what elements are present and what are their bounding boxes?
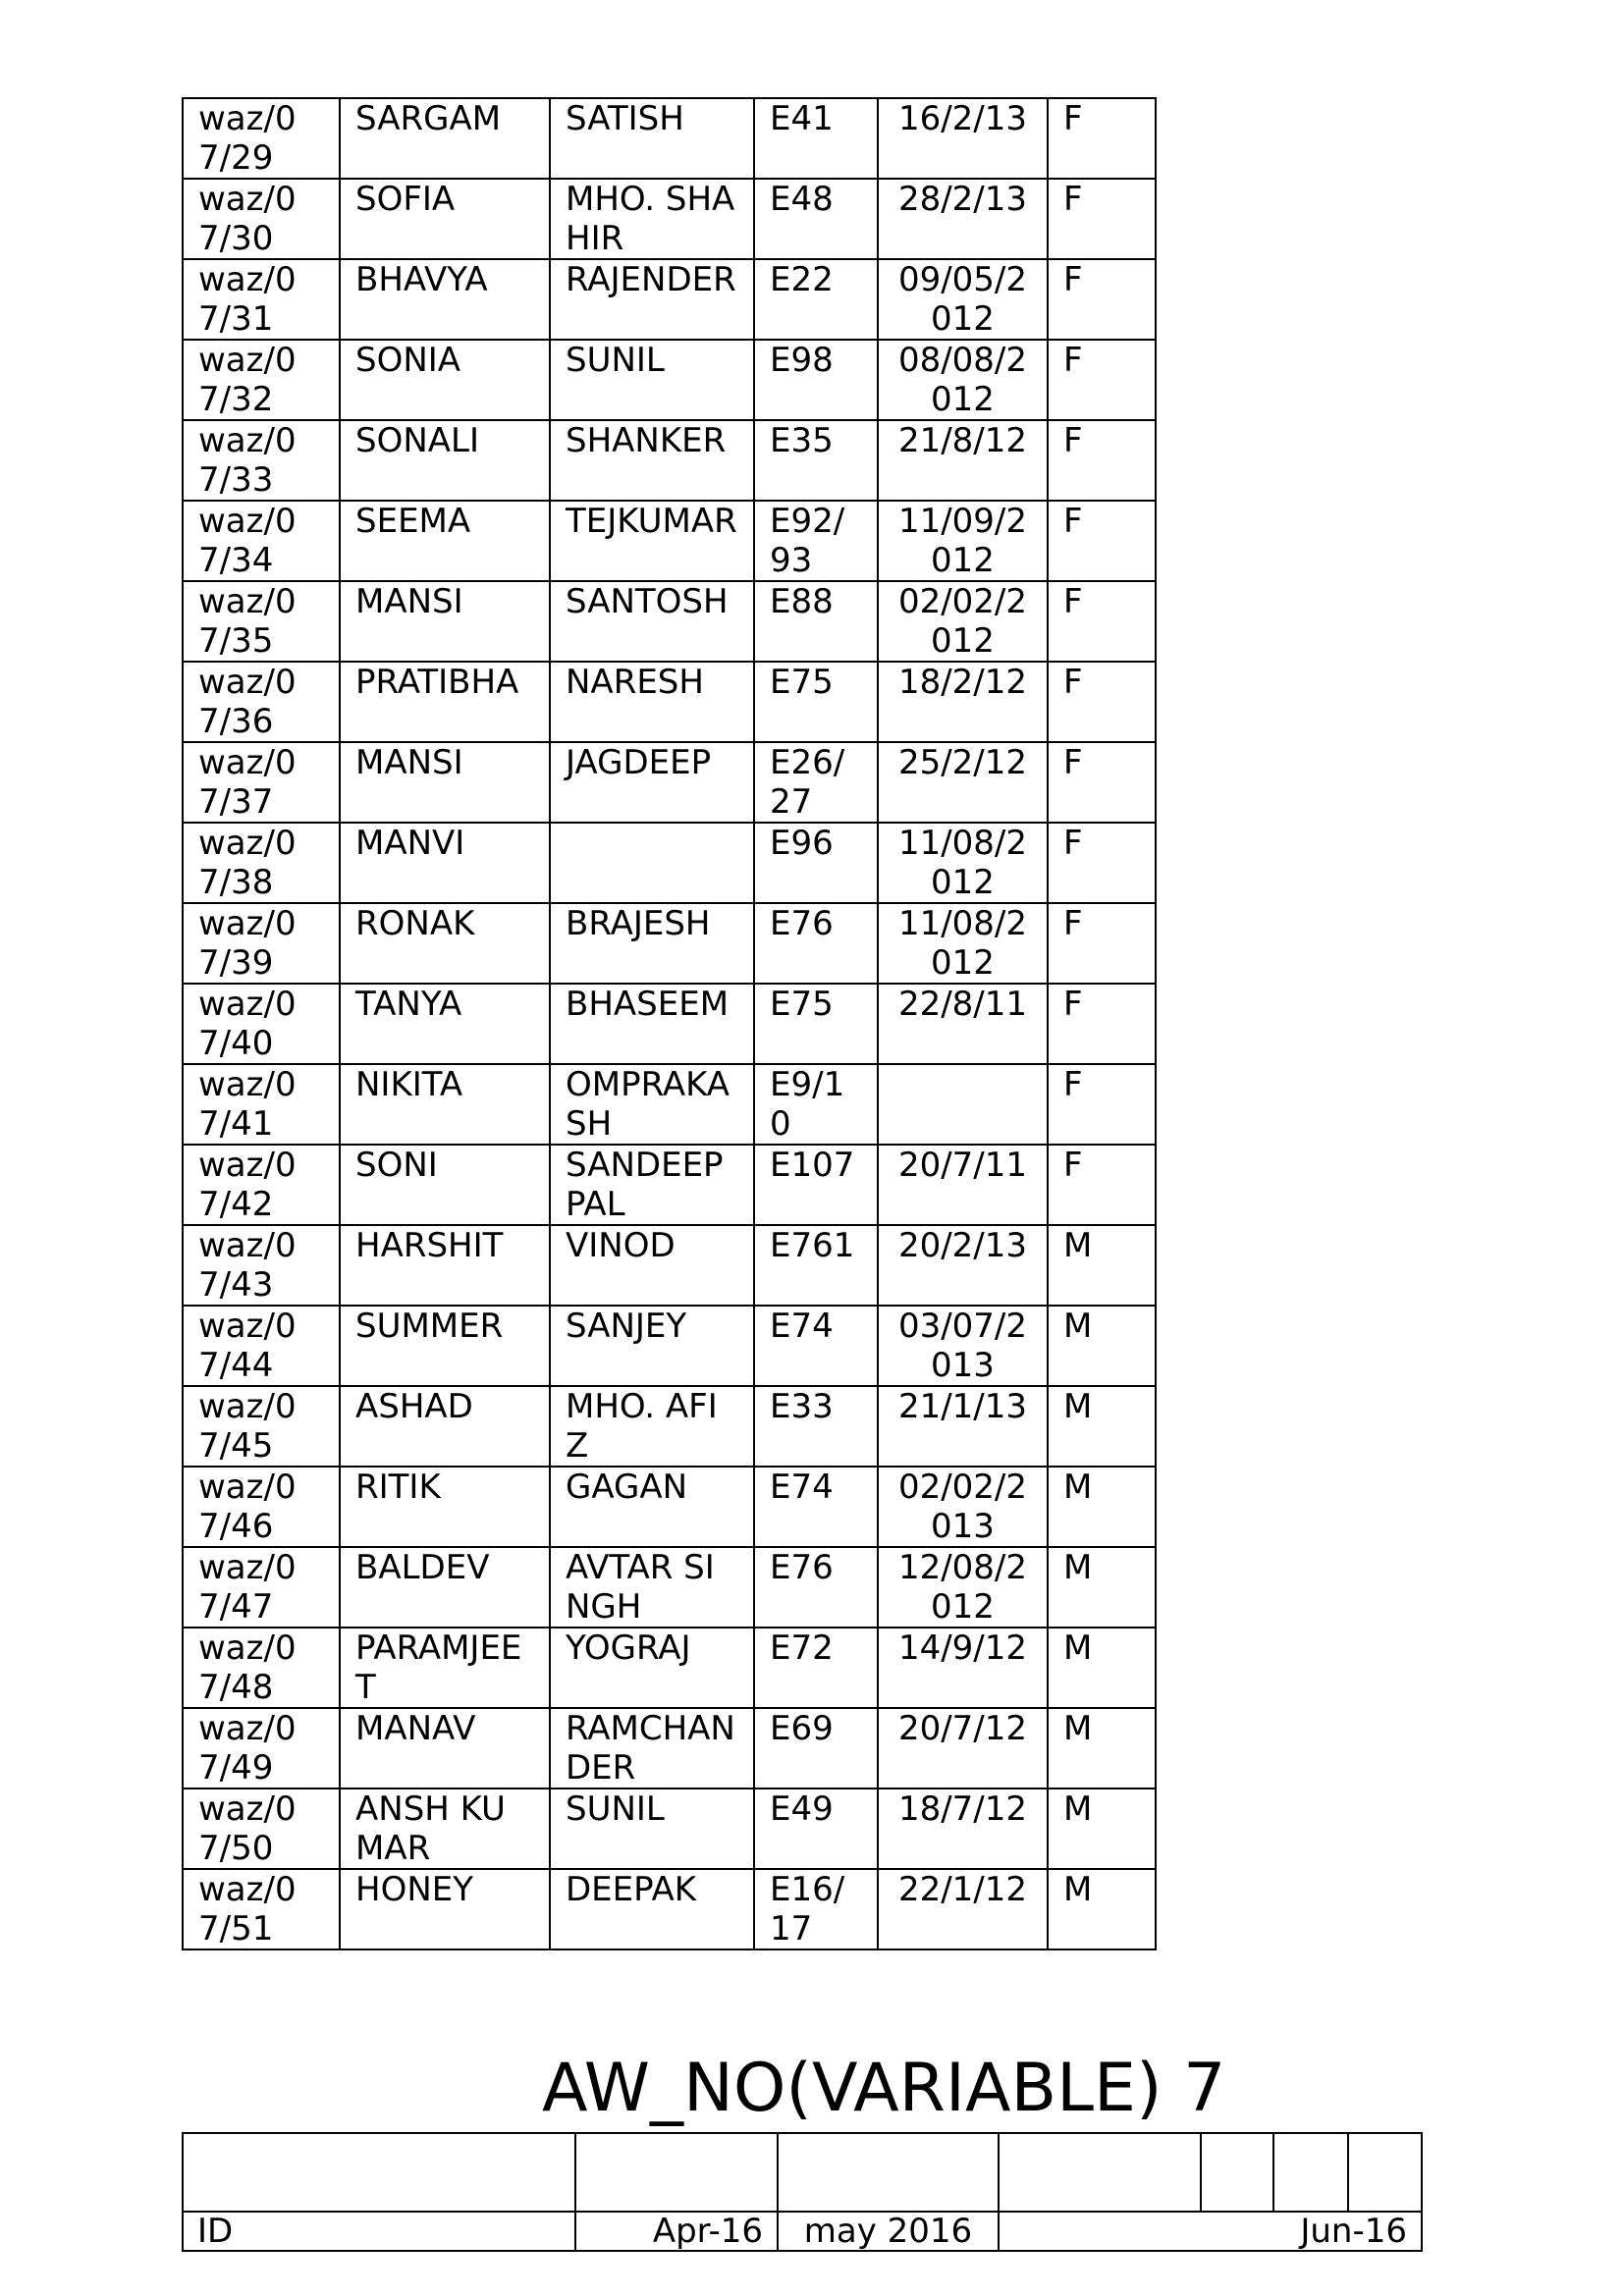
cell-id: waz/07/37 [183,742,340,823]
cell-date-of-birth: 02/02/2013 [878,1467,1048,1547]
cell-gender: M [1048,1225,1156,1306]
cell-id: waz/07/38 [183,823,340,903]
cell-parent-name: YOGRAJ [550,1628,754,1708]
cell-id: waz/07/33 [183,420,340,501]
cell-name: NIKITA [340,1064,550,1145]
cell-name: SARGAM [340,98,550,179]
cell-date-of-birth: 28/2/13 [878,179,1048,259]
cell-gender: F [1048,1064,1156,1145]
cell-name: SEEMA [340,501,550,581]
cell-parent-name: BRAJESH [550,903,754,984]
cell-gender: M [1048,1628,1156,1708]
cell-code: E75 [754,984,878,1064]
cell-name: SUMMER [340,1306,550,1386]
cell-date-of-birth: 02/02/2012 [878,581,1048,662]
table-row [183,581,1156,662]
cell-date-of-birth: 18/7/12 [878,1789,1048,1869]
cell-code: E41 [754,98,878,179]
cell-name: PARAMJEET [340,1628,550,1708]
cell-name: MANSI [340,581,550,662]
table-row [183,1789,1156,1869]
cell-date-of-birth: 20/7/12 [878,1708,1048,1789]
cell-gender: F [1048,501,1156,581]
cell-code: E88 [754,581,878,662]
table-row [183,340,1156,420]
cell-parent-name: NARESH [550,662,754,742]
cell-date-of-birth: 21/8/12 [878,420,1048,501]
table-row [183,98,1156,179]
table-row [183,420,1156,501]
summary-cell [575,2133,778,2212]
cell-id: waz/07/42 [183,1145,340,1225]
cell-parent-name: SATISH [550,98,754,179]
cell-gender: M [1048,1386,1156,1467]
cell-date-of-birth: 11/09/2012 [878,501,1048,581]
cell-parent-name: RAJENDER [550,259,754,340]
cell-gender: F [1048,340,1156,420]
cell-parent-name: GAGAN [550,1467,754,1547]
cell-code: E98 [754,340,878,420]
cell-id: waz/07/44 [183,1306,340,1386]
table-row [183,662,1156,742]
cell-gender: F [1048,259,1156,340]
summary-cell [1273,2133,1348,2212]
cell-date-of-birth: 08/08/2012 [878,340,1048,420]
table-row [183,1708,1156,1789]
cell-id: waz/07/34 [183,501,340,581]
cell-code: E76 [754,1547,878,1628]
page-title: AW_NO(VARIABLE) 7 [542,2050,1226,2127]
cell-name: MANVI [340,823,550,903]
cell-parent-name: SANTOSH [550,581,754,662]
summary-header-row [183,2212,1422,2251]
cell-name: HONEY [340,1869,550,1949]
cell-code: E35 [754,420,878,501]
cell-name: HARSHIT [340,1225,550,1306]
cell-id: waz/07/43 [183,1225,340,1306]
cell-name: RONAK [340,903,550,984]
cell-name: ASHAD [340,1386,550,1467]
cell-id: waz/07/35 [183,581,340,662]
cell-gender: F [1048,98,1156,179]
cell-id: waz/07/45 [183,1386,340,1467]
cell-date-of-birth: 11/08/2012 [878,903,1048,984]
cell-parent-name: SANJEY [550,1306,754,1386]
cell-gender: M [1048,1869,1156,1949]
summary-cell [1201,2133,1273,2212]
table-row [183,179,1156,259]
summary-blank-row [183,2133,1422,2212]
children-table-body [183,98,1156,1949]
cell-parent-name: SANDEEPPAL [550,1145,754,1225]
summary-cell [1348,2133,1422,2212]
cell-id: waz/07/39 [183,903,340,984]
cell-id: waz/07/47 [183,1547,340,1628]
cell-date-of-birth: 22/1/12 [878,1869,1048,1949]
cell-gender: F [1048,984,1156,1064]
summary-cell [778,2133,999,2212]
cell-code: E16/17 [754,1869,878,1949]
summary-id-label: ID [183,2212,575,2251]
cell-gender: F [1048,420,1156,501]
cell-gender: M [1048,1789,1156,1869]
cell-code: E49 [754,1789,878,1869]
table-row [183,984,1156,1064]
table-row [183,259,1156,340]
cell-name: BHAVYA [340,259,550,340]
cell-code: E76 [754,903,878,984]
cell-gender: F [1048,742,1156,823]
cell-gender: M [1048,1708,1156,1789]
table-row [183,1064,1156,1145]
cell-gender: F [1048,581,1156,662]
cell-date-of-birth: 25/2/12 [878,742,1048,823]
cell-parent-name: TEJKUMAR [550,501,754,581]
children-table [182,97,1157,1950]
cell-code: E26/27 [754,742,878,823]
cell-id: waz/07/32 [183,340,340,420]
cell-date-of-birth: 12/08/2012 [878,1547,1048,1628]
cell-parent-name: RAMCHANDER [550,1708,754,1789]
cell-parent-name: JAGDEEP [550,742,754,823]
table-row [183,1869,1156,1949]
summary-month-apr: Apr-16 [575,2212,778,2251]
cell-name: SOFIA [340,179,550,259]
table-row [183,1386,1156,1467]
cell-name: MANAV [340,1708,550,1789]
cell-code: E75 [754,662,878,742]
cell-parent-name: OMPRAKASH [550,1064,754,1145]
cell-id: waz/07/36 [183,662,340,742]
table-row [183,903,1156,984]
cell-date-of-birth: 14/9/12 [878,1628,1048,1708]
summary-month-may: may 2016 [778,2212,999,2251]
cell-parent-name [550,823,754,903]
cell-code: E92/93 [754,501,878,581]
cell-gender: F [1048,903,1156,984]
cell-parent-name: VINOD [550,1225,754,1306]
cell-name: MANSI [340,742,550,823]
cell-date-of-birth: 11/08/2012 [878,823,1048,903]
cell-name: SONIA [340,340,550,420]
cell-gender: M [1048,1467,1156,1547]
cell-code: E74 [754,1467,878,1547]
cell-parent-name: SUNIL [550,1789,754,1869]
table-row [183,1467,1156,1547]
cell-code: E107 [754,1145,878,1225]
cell-parent-name: AVTAR SINGH [550,1547,754,1628]
cell-parent-name: BHASEEM [550,984,754,1064]
cell-date-of-birth: 09/05/2012 [878,259,1048,340]
cell-id: waz/07/49 [183,1708,340,1789]
cell-code: E9/10 [754,1064,878,1145]
table-row [183,1306,1156,1386]
table-row [183,742,1156,823]
cell-id: waz/07/48 [183,1628,340,1708]
cell-parent-name: SHANKER [550,420,754,501]
cell-name: RITIK [340,1467,550,1547]
cell-name: BALDEV [340,1547,550,1628]
cell-parent-name: MHO. SHAHIR [550,179,754,259]
table-row [183,501,1156,581]
cell-gender: F [1048,179,1156,259]
table-row [183,1145,1156,1225]
summary-cell [999,2133,1201,2212]
cell-date-of-birth: 03/07/2013 [878,1306,1048,1386]
cell-id: waz/07/29 [183,98,340,179]
cell-code: E761 [754,1225,878,1306]
cell-name: SONI [340,1145,550,1225]
cell-code: E72 [754,1628,878,1708]
table-row [183,1628,1156,1708]
cell-name: TANYA [340,984,550,1064]
cell-date-of-birth: 20/2/13 [878,1225,1048,1306]
cell-date-of-birth: 21/1/13 [878,1386,1048,1467]
table-row [183,1547,1156,1628]
cell-name: ANSH KUMAR [340,1789,550,1869]
cell-date-of-birth: 22/8/11 [878,984,1048,1064]
cell-code: E69 [754,1708,878,1789]
cell-id: waz/07/51 [183,1869,340,1949]
cell-name: PRATIBHA [340,662,550,742]
cell-date-of-birth: 16/2/13 [878,98,1048,179]
cell-gender: F [1048,662,1156,742]
cell-gender: M [1048,1306,1156,1386]
cell-parent-name: SUNIL [550,340,754,420]
cell-gender: M [1048,1547,1156,1628]
cell-id: waz/07/30 [183,179,340,259]
summary-month-jun: Jun-16 [999,2212,1422,2251]
table-row [183,823,1156,903]
cell-parent-name: MHO. AFIZ [550,1386,754,1467]
cell-gender: F [1048,823,1156,903]
cell-code: E22 [754,259,878,340]
cell-date-of-birth: 20/7/11 [878,1145,1048,1225]
cell-id: waz/07/40 [183,984,340,1064]
cell-id: waz/07/41 [183,1064,340,1145]
cell-date-of-birth [878,1064,1048,1145]
cell-id: waz/07/46 [183,1467,340,1547]
summary-table [182,2132,1423,2252]
summary-cell [183,2133,575,2212]
cell-code: E74 [754,1306,878,1386]
cell-date-of-birth: 18/2/12 [878,662,1048,742]
cell-code: E96 [754,823,878,903]
cell-parent-name: DEEPAK [550,1869,754,1949]
cell-name: SONALI [340,420,550,501]
cell-code: E33 [754,1386,878,1467]
cell-id: waz/07/31 [183,259,340,340]
cell-gender: F [1048,1145,1156,1225]
cell-id: waz/07/50 [183,1789,340,1869]
table-row [183,1225,1156,1306]
cell-code: E48 [754,179,878,259]
